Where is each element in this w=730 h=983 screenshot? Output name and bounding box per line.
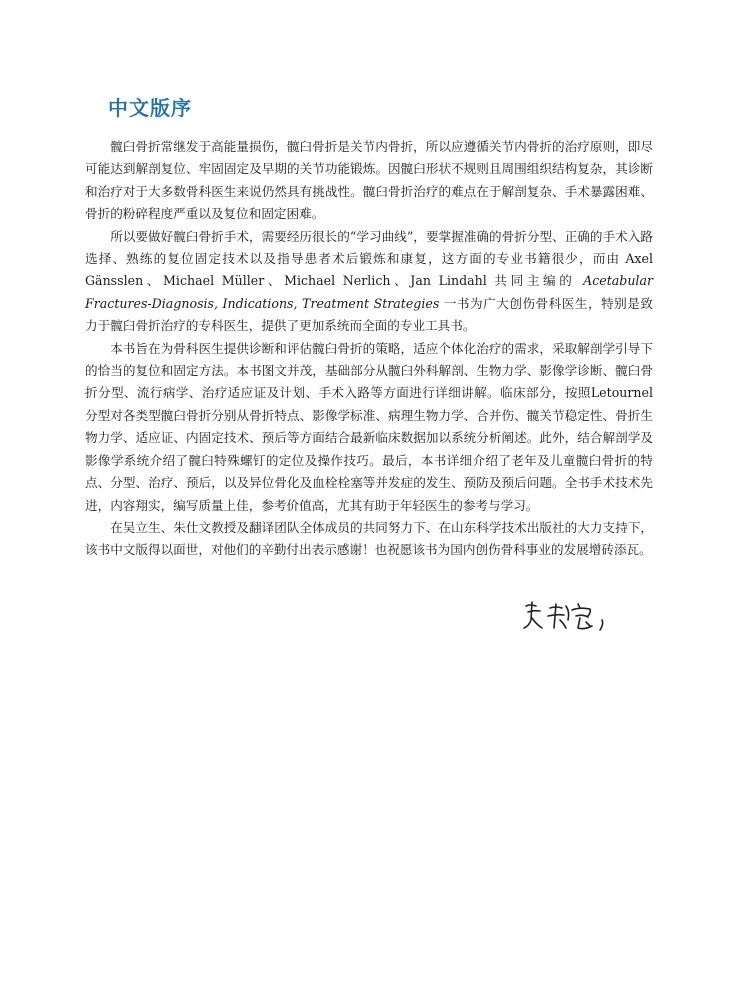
- paragraph-2-text-before: 所以要做好髋臼骨折手术，需要经历很长的“学习曲线”，要掌握准确的骨折分型、正确的手术入路选择、熟练的复位固定技术以及指导患者术后锻炼和康复，这方面的专业书籍很少，而由 Axel Gänsslen、Michael Müller、Michael Nerlich、Jan Lindahl 共同主编的: [85, 228, 653, 289]
- paragraph-1: 髋臼骨折常继发于高能量损伤，髋臼骨折是关节内骨折，所以应遵循关节内骨折的治疗原则，即尽可能达到解剖复位、牢固固定及早期的关节功能锻炼。因髋臼形状不规则且周围组织结构复杂，其诊断和治疗对于大多数骨科医生来说仍然具有挑战性。髋臼骨折治疗的难点在于解剖复杂、手术暴露困难、骨折的粉碎程度严重以及复位和固定困难。: [85, 139, 653, 222]
- preface-body: [85, 136, 653, 562]
- paragraph-2-text-after: 一书为广大创伤骨科医生，特别是致力于髋臼骨折治疗的专科医生，提供了更加系统而全面的专业工具书。: [85, 295, 653, 334]
- paragraph-2: [85, 226, 653, 338]
- page-title: 中文版序: [108, 96, 192, 120]
- paragraph-4: 在吴立生、朱仕文教授及翻译团队全体成员的共同努力下、在山东科学技术出版社的大力支持下，该书中文版得以面世，对他们的辛勤付出表示感谢！也祝愿该书为国内创伤骨科事业的发展增砖添瓦。: [85, 519, 653, 558]
- paragraph-3: 本书旨在为骨科医生提供诊断和评估髋臼骨折的策略，适应个体化治疗的需求，采取解剖学引导下的恰当的复位和固定方法。本书图文并茂，基础部分从髋臼外科解剖、生物力学、影像学诊断、髋臼骨折分型、流行病学、治疗适应证及计划、手术入路等方面进行详细讲解。临床部分，按照Letournel 分型对各类型髋臼骨折分别从骨折特点、影像学标准、病理生物力学、合并伤、髋关节稳定性、骨折生物力学、适应证、内固定技术、预后等方面结合最新临床数据加以系统分析阐述。此外，结合解剖学及影像学系统介绍了髋臼特殊螺钉的定位及操作技巧。最后，本书详细介绍了老年及儿童髋臼骨折的特点、分型、治疗、预后，以及异位骨化及血栓栓塞等并发症的发生、预防及预后问题。全书手术技术先进，内容翔实，编写质量上佳，参考价值高，尤其有助于年轻医生的参考与学习。: [85, 340, 653, 513]
- handwritten-signature: [520, 598, 640, 638]
- book-title: Acetabular Fractures-Diagnosis, Indications, Treatment Strategies: [85, 273, 653, 311]
